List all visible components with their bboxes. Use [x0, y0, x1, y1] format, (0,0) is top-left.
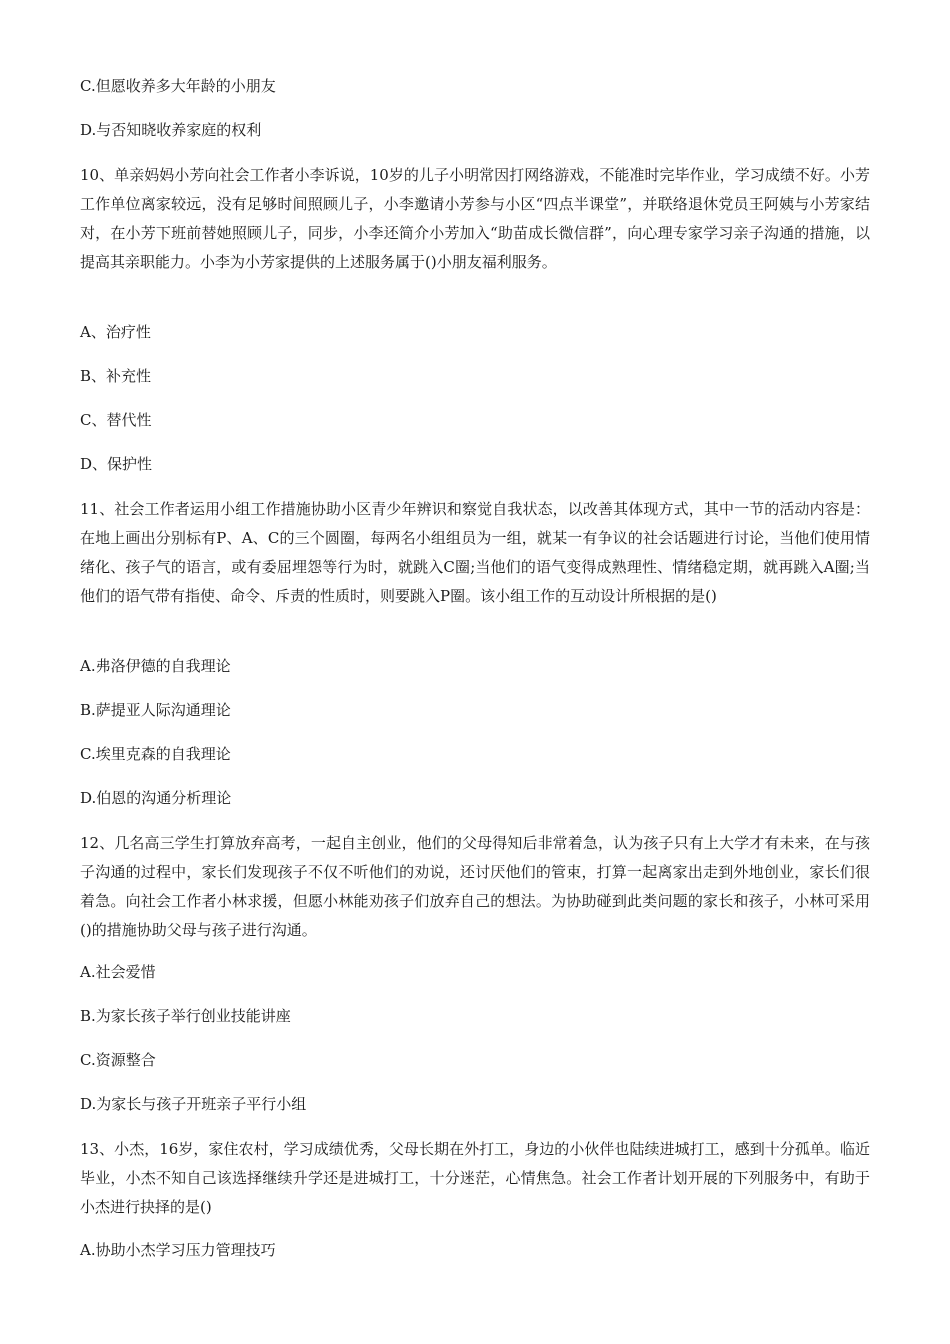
prev-question-option-c: C.但愿收养多大年龄的小朋友: [80, 77, 276, 95]
question-12-option-c: C.资源整合: [80, 1051, 156, 1069]
question-11-option-d: D.伯恩的沟通分析理论: [80, 789, 232, 807]
prev-question-option-d: D.与否知晓收养家庭的权利: [80, 121, 262, 139]
question-13-option-a: A.协助小杰学习压力管理技巧: [80, 1241, 276, 1259]
question-11-stem: 11、社会工作者运用小组工作措施协助小区青少年辨识和察觉自我状态，以改善其体现方式，其中一节的活动内容是：在地上画出分别标有P、A、C的三个圆圈，每两名小组组员为一组，就某一有争议的社会话题进行讨论，当他们使用情绪化、孩子气的语言，或有委屈埋怨等行为时，就跳入C圈;当他们的语气变得成熟理性、情绪稳定期，就再跳入A圈;当他们的语气带有指使、命令、斥责的性质时，则要跳入P圈。该小组工作的互动设计所根据的是(): [80, 500, 870, 605]
question-11-option-b: B.萨提亚人际沟通理论: [80, 701, 231, 719]
question-10-option-b: B、补充性: [80, 367, 152, 385]
question-10-stem: 10、单亲妈妈小芳向社会工作者小李诉说，10岁的儿子小明常因打网络游戏，不能准时完毕作业，学习成绩不好。小芳工作单位离家较远，没有足够时间照顾儿子，小李邀请小芳参与小区“四点半课堂”，并联络退休党员王阿姨与小芳家结对，在小芳下班前替她照顾儿子，同步，小李还简介小芳加入“助苗成长微信群”，向心理专家学习亲子沟通的措施，以提高其亲职能力。小李为小芳家提供的上述服务属于()小朋友福利服务。: [80, 166, 870, 271]
question-12-option-a: A.社会爱惜: [80, 963, 156, 981]
question-11-option-a: A.弗洛伊德的自我理论: [80, 657, 231, 675]
question-12-option-b: B.为家长孩子举行创业技能讲座: [80, 1007, 291, 1025]
question-10-option-c: C、替代性: [80, 411, 152, 429]
question-10-option-d: D、保护性: [80, 455, 153, 473]
question-10-option-a: A、治疗性: [80, 323, 151, 341]
question-11-option-c: C.埃里克森的自我理论: [80, 745, 231, 763]
question-12-option-d: D.为家长与孩子开班亲子平行小组: [80, 1095, 307, 1113]
question-12-stem: 12、几名高三学生打算放弃高考，一起自主创业，他们的父母得知后非常着急，认为孩子只有上大学才有未来，在与孩子沟通的过程中，家长们发现孩子不仅不听他们的劝说，还讨厌他们的管束，打算一起离家出走到外地创业，家长们很着急。向社会工作者小林求援，但愿小林能劝孩子们放弃自己的想法。为协助碰到此类问题的家长和孩子，小林可采用()的措施协助父母与孩子进行沟通。: [80, 834, 870, 939]
question-13-stem: 13、小杰，16岁，家住农村，学习成绩优秀，父母长期在外打工，身边的小伙伴也陆续进城打工，感到十分孤单。临近毕业，小杰不知自己该选择继续升学还是进城打工，十分迷茫，心情焦急。社会工作者计划开展的下列服务中，有助于小杰进行抉择的是(): [80, 1140, 870, 1216]
